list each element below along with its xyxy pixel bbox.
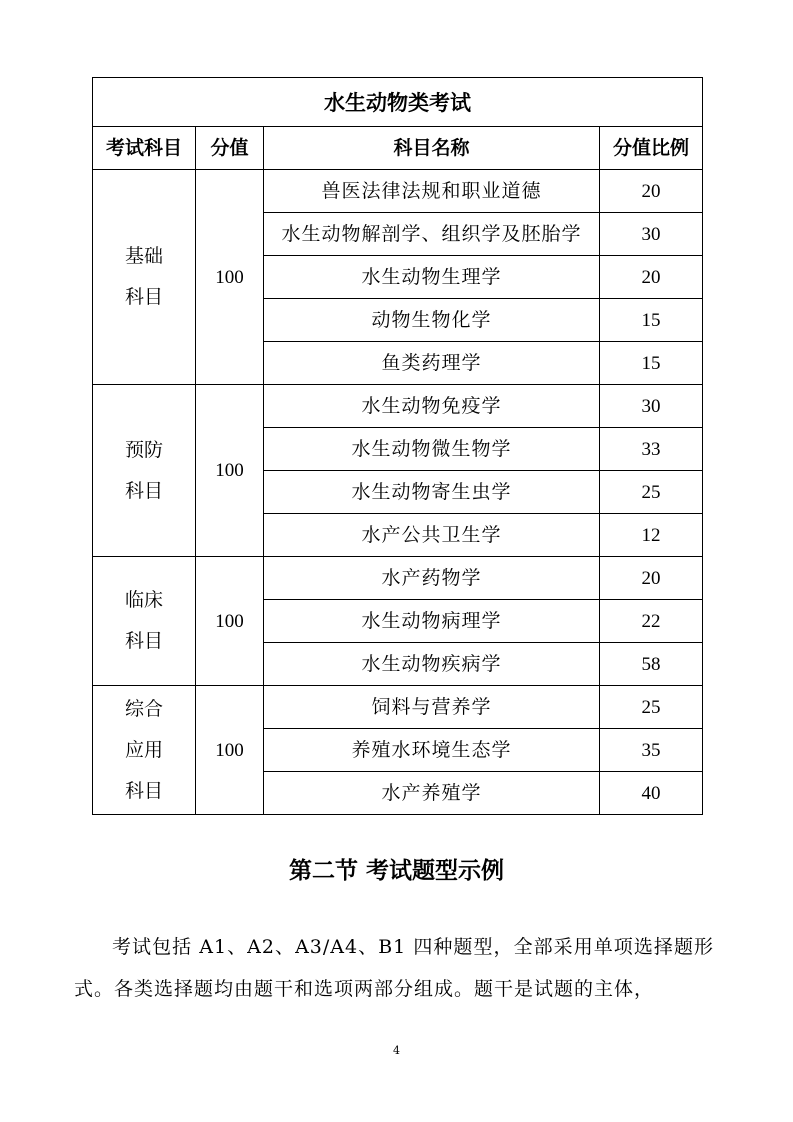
subject-name-cell: 鱼类药理学 bbox=[264, 342, 600, 385]
table-header-row bbox=[93, 127, 703, 170]
category-cell bbox=[93, 385, 196, 557]
ratio-cell: 22 bbox=[600, 600, 703, 643]
table-row bbox=[93, 557, 703, 600]
category-label: 科目 bbox=[124, 779, 163, 802]
ratio-cell: 15 bbox=[600, 342, 703, 385]
category-label: 科目 bbox=[124, 479, 163, 502]
header-exam-subject: 考试科目 bbox=[93, 127, 196, 170]
subject-name-cell: 水产养殖学 bbox=[264, 772, 600, 815]
table-title-row bbox=[93, 78, 703, 127]
subject-name-cell: 水生动物解剖学、组织学及胚胎学 bbox=[264, 213, 600, 256]
table-row bbox=[93, 385, 703, 428]
ratio-cell: 20 bbox=[600, 256, 703, 299]
score-cell: 100 bbox=[196, 686, 264, 815]
category-label: 科目 bbox=[124, 630, 163, 652]
subject-name-cell: 水生动物寄生虫学 bbox=[264, 471, 600, 514]
table-row bbox=[93, 170, 703, 213]
subject-name-cell: 水产药物学 bbox=[264, 557, 600, 600]
page-number: 4 bbox=[393, 1044, 400, 1057]
section-title: 第二节 考试题型示例 bbox=[288, 857, 504, 884]
score-cell: 100 bbox=[196, 557, 264, 686]
subject-name-cell: 饲料与营养学 bbox=[264, 686, 600, 729]
ratio-cell: 12 bbox=[600, 514, 703, 557]
exam-subjects-table bbox=[92, 77, 703, 815]
ratio-cell: 58 bbox=[600, 643, 703, 686]
subject-name-cell: 养殖水环境生态学 bbox=[264, 729, 600, 772]
subject-name-cell: 水生动物生理学 bbox=[264, 256, 600, 299]
subject-name-cell: 水生动物病理学 bbox=[264, 600, 600, 643]
subject-name-cell: 水生动物微生物学 bbox=[264, 428, 600, 471]
table-row bbox=[93, 686, 703, 729]
ratio-cell: 25 bbox=[600, 471, 703, 514]
ratio-cell: 20 bbox=[600, 557, 703, 600]
subject-name-cell: 水生动物疾病学 bbox=[264, 643, 600, 686]
table-title: 水生动物类考试 bbox=[93, 78, 703, 127]
category-label: 科目 bbox=[124, 286, 163, 308]
ratio-cell: 30 bbox=[600, 213, 703, 256]
ratio-cell: 33 bbox=[600, 428, 703, 471]
category-label: 临床 bbox=[124, 589, 163, 611]
score-cell: 100 bbox=[196, 170, 264, 385]
score-cell: 100 bbox=[196, 385, 264, 557]
header-score-ratio: 分值比例 bbox=[600, 127, 703, 170]
category-label: 综合 bbox=[124, 697, 163, 720]
category-label: 应用 bbox=[124, 738, 163, 761]
header-score: 分值 bbox=[196, 127, 264, 170]
header-subject-name: 科目名称 bbox=[264, 127, 600, 170]
subject-name-cell: 兽医法律法规和职业道德 bbox=[264, 170, 600, 213]
category-cell bbox=[93, 170, 196, 385]
body-paragraph: 考试包括 A1、A2、A3/A4、B1 四种题型，全部采用单项选择题形式。各类选择题均由题干和选项两部分组成。题干是试题的主体， bbox=[74, 936, 714, 1000]
ratio-cell: 40 bbox=[600, 772, 703, 815]
ratio-cell: 35 bbox=[600, 729, 703, 772]
category-cell bbox=[93, 557, 196, 686]
category-label: 基础 bbox=[124, 245, 163, 267]
subject-name-cell: 水产公共卫生学 bbox=[264, 514, 600, 557]
subject-name-cell: 水生动物免疫学 bbox=[264, 385, 600, 428]
ratio-cell: 15 bbox=[600, 299, 703, 342]
subject-name-cell: 动物生物化学 bbox=[264, 299, 600, 342]
category-cell bbox=[93, 686, 196, 815]
ratio-cell: 20 bbox=[600, 170, 703, 213]
ratio-cell: 25 bbox=[600, 686, 703, 729]
category-label: 预防 bbox=[124, 438, 163, 461]
ratio-cell: 30 bbox=[600, 385, 703, 428]
